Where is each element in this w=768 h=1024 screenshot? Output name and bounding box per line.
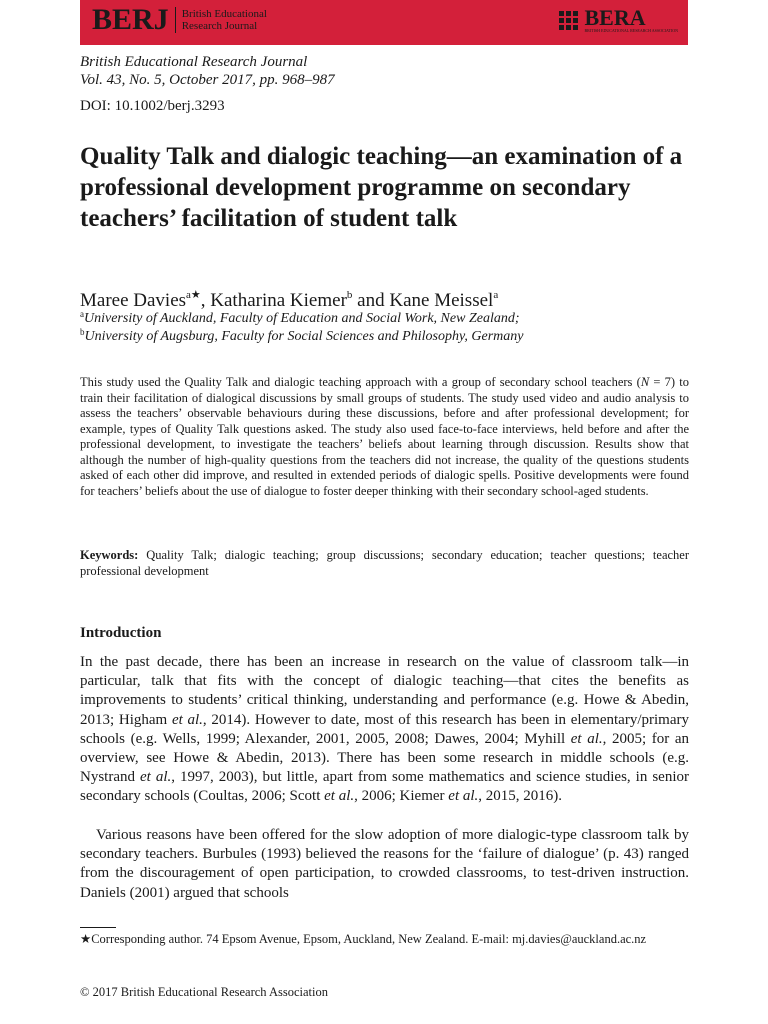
body-text-run: , 2014). However to date, most of this research has been in elementary/primary schools (e.g. Wells, 1999; Alexander, 2001, 2005, 2008; Dawes, 2004; Myhill xyxy=(80,711,689,747)
berj-logo-line1: British Educational xyxy=(181,8,267,20)
citation-et-al: et al. xyxy=(448,788,479,805)
berj-logo-word: BERJ xyxy=(92,3,169,36)
abstract-text: This study used the Quality Talk and dialogic teaching approach with a group of secondary school teachers ( xyxy=(80,375,641,389)
body-text-run: , 2005; for an overview, see Howe & Abedin, 2013). There has been some research in middle schools (e.g. Nystrand xyxy=(80,730,689,786)
sample-size-symbol: N xyxy=(640,375,650,389)
berj-logo-subtitle xyxy=(182,8,267,32)
affiliation xyxy=(80,324,523,345)
affiliation-label: b xyxy=(80,327,85,337)
copyright-notice: © 2017 British Educational Research Association xyxy=(80,985,328,999)
article-title: Quality Talk and dialogic teaching—an examination of a professional development programme on secondary teachers’ facilitation of student talk xyxy=(80,143,683,232)
body-paragraph: Various reasons have been offered for the slow adoption of more dialogic-type classroom talk by secondary teachers. Burbules (1993) believed the reasons for the ‘failure of dialogue’ (p. 43) ranged from the discouragement of open participation, to crowded classrooms, to test-driven instruction. Daniels (2001) argued that schools xyxy=(80,827,689,901)
abstract xyxy=(80,375,689,499)
abstract-text: = 7) to train their facilitation of dialogical discussions by small groups of students. The study used video and audio analysis to assess the teachers’ observable behaviours during these discussions, before and after professional development; for example, types of Quality Talk questions asked. The study also used face-to-face interviews, held before and after the professional development, to investigate the teachers’ beliefs about learning through discussion. Results show that although the number of high-quality questions from the teachers did not increase, the quality of the questions students asked of each other did improve, and resulted in extended periods of dialogic spells. Positive developments were found for teachers’ beliefs about the use of dialogue to foster deeper thinking with their secondary school-aged students. xyxy=(80,375,690,498)
footnote-divider xyxy=(80,927,116,928)
affiliation-label: a xyxy=(80,309,84,319)
body-paragraph xyxy=(80,653,689,807)
author-affiliation-mark: b xyxy=(346,289,353,301)
body-text-run: , 1997, 2003), but little, apart from some mathematics and science studies, in senior secondary schools (Coultas, 2006; Scott xyxy=(80,769,689,805)
author-affiliation-mark: a★ xyxy=(186,289,201,301)
author-name: Maree Davies xyxy=(80,290,187,311)
bera-logo-tagline: BRITISH EDUCATIONAL RESEARCH ASSOCIATION xyxy=(584,28,678,33)
doi[interactable]: DOI: 10.1002/berj.3293 xyxy=(80,98,225,114)
berj-logo xyxy=(92,5,267,35)
berj-logo-line2: Research Journal xyxy=(181,20,258,32)
keywords-label: Keywords: xyxy=(80,548,139,562)
author-name: Katharina Kiemer xyxy=(210,290,347,311)
citation-et-al: et al. xyxy=(171,711,203,728)
body-text-run: , 2006; Kiemer xyxy=(354,788,449,805)
logo-divider xyxy=(175,7,176,33)
journal-volume: Vol. 43, No. 5, October 2017, pp. 968–987 xyxy=(80,72,335,88)
citation-et-al: et al. xyxy=(140,769,172,786)
author-affiliation-mark: a xyxy=(493,289,499,301)
bera-logo xyxy=(557,5,678,33)
journal-name: British Educational Research Journal xyxy=(80,54,308,70)
body-text-run: , 2015, 2016). xyxy=(478,788,563,805)
author-separator: and xyxy=(352,290,390,311)
author-name: Kane Meissel xyxy=(389,290,494,311)
bera-emblem-icon xyxy=(557,9,581,33)
journal-banner xyxy=(80,0,688,45)
bera-logo-word: BERA xyxy=(584,5,646,30)
affiliation-text: University of Auckland, Faculty of Education and Social Work, New Zealand; xyxy=(84,311,520,326)
citation-et-al: et al. xyxy=(324,788,355,805)
keywords-text: Quality Talk; dialogic teaching; group discussions; secondary education; teacher questions; teacher professional development xyxy=(80,548,689,578)
corresponding-author-footnote: ★Corresponding author. 74 Epsom Avenue, Epsom, Auckland, New Zealand. E-mail: mj.davies@auckland.ac.nz xyxy=(80,932,647,946)
keywords xyxy=(80,548,689,579)
section-heading-introduction: Introduction xyxy=(80,625,162,641)
body-text-run: In the past decade, there has been an increase in research on the value of classroom talk—in particular, talk that fits with the concept of dialogic teaching—that cites the benefits as improvements to students’ critical thinking, understanding and performance (e.g. Howe & Abedin, 2013; Higham xyxy=(80,654,689,728)
citation-et-al: et al. xyxy=(570,730,603,747)
affiliation-text: University of Augsburg, Faculty for Social Sciences and Philosophy, Germany xyxy=(84,329,524,344)
author-separator: , xyxy=(200,290,211,311)
